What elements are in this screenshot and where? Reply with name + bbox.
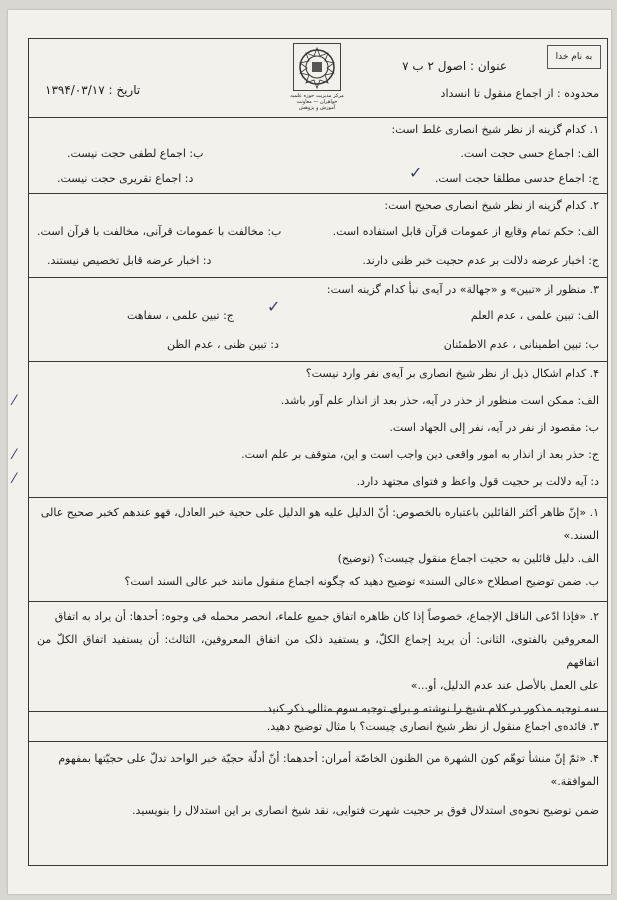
exam-sheet bbox=[8, 10, 611, 894]
seminary-logo bbox=[289, 43, 345, 113]
option-c: ج: تبین علمی ، سفاهت bbox=[127, 309, 234, 322]
essay-question-4 bbox=[29, 747, 607, 822]
essay-line: ۱. «إنّ ظاهر أکثر القائلین باعتباره بالخصوص: أنّ الدلیل علیه هو الدلیل علی حجیة خبر العادل، فهو عندهم کخبر صحیح عالی bbox=[40, 506, 599, 519]
essay-line: ۲. «فإذا ادّعی الناقل الإجماع، خصوصاً إذا کان ظاهره اتفاق جمیع علماء، انحصر محمله فی وجوه: أحدها: أن یراد به اتفاق bbox=[54, 610, 599, 623]
divider bbox=[29, 711, 607, 712]
essay-line: السند.» bbox=[563, 529, 599, 542]
option-c: ج: اجماع حدسی مطلقا حجت است. bbox=[434, 172, 599, 185]
divider bbox=[29, 601, 607, 602]
essay-question-3 bbox=[29, 715, 607, 738]
divider bbox=[29, 277, 607, 278]
exam-scope: محدوده : از اجماع منقول تا انسداد bbox=[440, 87, 599, 100]
exam-title: عنوان : اصول ۲ ب ۷ bbox=[402, 59, 507, 73]
essay-question-2 bbox=[29, 605, 607, 720]
exam-header bbox=[29, 39, 607, 118]
divider bbox=[29, 741, 607, 742]
essay-question-1 bbox=[29, 501, 607, 593]
essay-line: ب. ضمن توضیح اصطلاح «عالی السند» توضیح دهید که چگونه اجماع منقول مانند خبر عالی السند است؟ bbox=[124, 575, 599, 588]
test-question-4 bbox=[37, 367, 599, 497]
essay-line: الف. دلیل قائلین به حجیت اجماع منقول چیست؟ (توضیح) bbox=[337, 552, 599, 565]
test-question-1 bbox=[37, 123, 599, 193]
option-b: ب: اجماع لطفی حجت نیست. bbox=[67, 147, 204, 160]
essay-line: الموافقة.» bbox=[550, 775, 599, 788]
question-stem: ۴. کدام اشکال ذیل از نظر شیخ انصاری بر آیه‌ی نفر وارد نیست؟ bbox=[305, 367, 599, 380]
option-c: ج: حذر بعد از انذار به امور واقعی دین واجب است و این، متوقف بر علم است. bbox=[241, 448, 599, 461]
option-c: ج: اخبار عرضه دلالت بر عدم حجیت خبر ظنی دارند. bbox=[362, 254, 599, 267]
option-b: ب: مخالفت با عمومات قرآنی، مخالفت با قرآن است. bbox=[37, 225, 282, 238]
option-b: ب: مقصود از نفر در آیه، نفر إلی الجهاد است. bbox=[389, 421, 599, 434]
test-question-2 bbox=[37, 199, 599, 279]
option-d: د: اجماع تقریری حجت نیست. bbox=[57, 172, 194, 185]
essay-line: ضمن توضیح نحوه‌ی استدلال فوق بر حجیت شهرت فتوایی، نقد شیخ انصاری بر این استدلال را بنویسید. bbox=[132, 804, 599, 817]
basmala-box: به نام خدا bbox=[547, 45, 601, 69]
option-b: ب: تبین اطمینانی ، عدم الاطمئنان bbox=[443, 338, 599, 351]
margin-tick-icon: ⁄ bbox=[13, 393, 16, 409]
option-a: الف: اجماع حسی حجت است. bbox=[460, 147, 599, 160]
question-stem: ۲. کدام گزینه از نظر شیخ انصاری صحیح است: bbox=[384, 199, 599, 212]
divider bbox=[29, 497, 607, 498]
essay-line: ۴. «ثمّ إنّ منشأ توهّم کون الشهرة من الظنون الخاصّة أمران: أحدهما: أنّ أدلّة حجیّة خبر الواحد تدلّ علی حجیّتها بمفهوم bbox=[58, 752, 599, 765]
logo-caption: مرکز مدیریت حوزه علمیه خواهران — معاونت آموزش و پژوهش bbox=[290, 93, 344, 111]
option-a: الف: ممکن است منظور از حذر در آیه، حذر بعد از انذار علم آور باشد. bbox=[280, 394, 599, 407]
option-a: الف: تبین علمی ، عدم العلم bbox=[470, 309, 599, 322]
question-stem: ۳. منظور از «تبین» و «جهالة» در آیه‌ی نبأ کدام گزینه است: bbox=[326, 283, 599, 296]
logo-emblem-icon bbox=[293, 43, 341, 91]
essay-line: علی العمل بالأصل عند عدم الدلیل، أو...» bbox=[410, 679, 599, 692]
essay-line: سه توجیه مذکور در کلام شیخ را نوشته و برای توجیه سوم مثالی ذکر کنید. bbox=[263, 702, 599, 715]
divider bbox=[29, 193, 607, 194]
divider bbox=[29, 361, 607, 362]
margin-tick-icon: ⁄ bbox=[13, 447, 16, 463]
option-d: د: تبین ظنی ، عدم الظن bbox=[167, 338, 279, 351]
checkmark-icon: ✓ bbox=[267, 297, 281, 316]
test-question-3 bbox=[37, 283, 599, 363]
checkmark-icon: ✓ bbox=[409, 163, 423, 182]
exam-date: تاریخ : ۱۳۹۴/۰۳/۱۷ bbox=[45, 83, 141, 97]
option-a: الف: حکم تمام وقایع از عمومات قرآن قابل استفاده است. bbox=[332, 225, 599, 238]
option-d: د: آیه دلالت بر حجیت قول واعظ و فتوای مجتهد دارد. bbox=[356, 475, 599, 488]
essay-line: المعروفین بالفتوی، الثانی: أن یرید إجماع الکلّ، و یستفید ذلک من اتفاق المعروفین، الثالث: أن یستفید اتفاق الکلّ من اتفاقهم bbox=[37, 633, 599, 669]
margin-tick-icon: ⁄ bbox=[13, 471, 16, 487]
question-stem: ۱. کدام گزینه از نظر شیخ انصاری غلط است: bbox=[391, 123, 599, 136]
essay-line: ۳. فائده‌ی اجماع منقول از نظر شیخ انصاری چیست؟ با مثال توضیح دهید. bbox=[266, 720, 599, 733]
exam-frame bbox=[13, 38, 608, 866]
option-d: د: اخبار عرضه قابل تخصیص نیستند. bbox=[47, 254, 212, 267]
